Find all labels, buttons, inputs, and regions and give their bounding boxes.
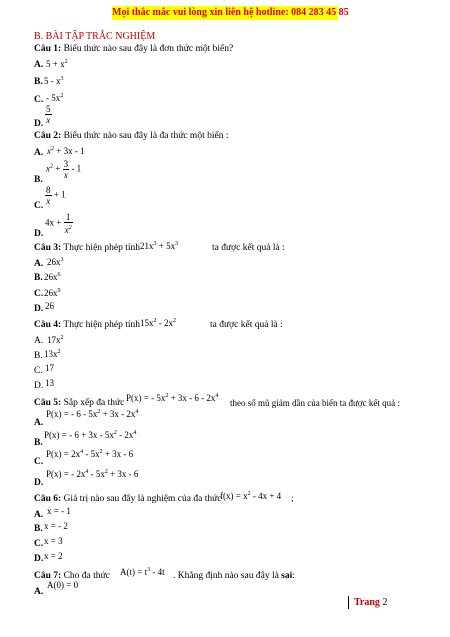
q1-option-c-label: C. — [34, 95, 44, 105]
q4-option-b: $13x^2$ — [44, 349, 61, 359]
question-7: Câu 7: Cho đa thức — [34, 571, 110, 581]
q1-option-d: $\frac{5}{x}$ — [46, 104, 51, 125]
q2-option-b-label: B. — [34, 175, 43, 185]
q5-option-c-label: C. — [34, 457, 44, 467]
hotline-banner: Mọi thắc mắc vui lòng xin liên hệ hotline: 084 283 45 85 — [112, 7, 349, 18]
q6-option-b: x = - 2 — [44, 521, 68, 531]
q1-option-b-label: B. — [34, 77, 43, 87]
q5-expression: P(x) = - $5x^2 + 3x - 6 - 2x^4$ — [126, 393, 219, 403]
q3-option-c: $26x^9$ — [44, 288, 61, 298]
q2-option-c-label: C. — [34, 201, 44, 211]
q6-option-d: x = 2 — [44, 551, 63, 561]
question-2: Câu 2: Biểu thức nào sau đây là đa thức một biến : — [34, 131, 229, 141]
q5-option-b: P(x) = - $6 + 3x - 5x^2 - 2x^4$ — [44, 430, 137, 440]
q1-option-c: - $5x^2$ — [46, 93, 64, 103]
question-6: Câu 6: Giá trị nào sau đây là nghiệm của đa thức — [34, 494, 222, 504]
q3-tail: ta được kết quả là : — [212, 243, 285, 253]
q6-option-a: x = - 1 — [47, 506, 71, 516]
q3-expression: $21x^3 + 5x^3$ — [140, 241, 179, 251]
q7-option-a: A(0) = 0 — [47, 580, 79, 590]
q6-tail: ; — [291, 494, 294, 504]
q2-option-b: $x^2$ + $\frac{3}{x}$ - 1 — [46, 159, 82, 180]
q3-option-a: $26x^3$ — [47, 257, 64, 267]
page-footer: Trang 2 — [354, 597, 388, 608]
q6-option-d-label: D. — [34, 554, 44, 564]
q7-option-a-label: A. — [34, 587, 44, 597]
q5-option-d-label: D. — [34, 478, 44, 488]
q3-option-c-label: C. — [34, 289, 44, 299]
q5-option-b-label: B. — [34, 438, 43, 448]
q5-option-c: $P(x) = 2x^4 - 5x^2 + 3x - 6$ — [46, 449, 134, 459]
q4-tail: ta được kết quả là : — [210, 320, 283, 330]
q1-option-d-label: D. — [34, 119, 44, 129]
question-3: Câu 3: Thực hiện phép tính — [34, 243, 141, 253]
q4-option-a: $17x^2$ — [47, 335, 64, 345]
q3-option-a-label: A. — [34, 259, 44, 269]
q5-option-a-label: A. — [34, 418, 44, 428]
question-1: Câu 1: Biểu thức nào sau đây là đơn thức một biến? — [34, 44, 234, 54]
q7-tail: . Khẳng định nào sau đây là sai: — [173, 571, 295, 581]
q2-option-a-label: A. — [34, 148, 44, 158]
q6-option-c: x = 3 — [44, 536, 63, 546]
question-5: Câu 5: Sắp xếp đa thức — [34, 398, 125, 408]
q4-option-d: 13 — [45, 378, 54, 388]
q3-option-d: 26 — [45, 301, 54, 311]
q4-option-d-label: D. — [34, 381, 44, 391]
q4-option-b-label: B. — [34, 351, 43, 361]
q4-option-c-label: C. — [34, 366, 43, 376]
question-4: Câu 4: Thực hiện phép tính — [34, 320, 141, 330]
q4-option-a-label: A. — [34, 336, 44, 346]
q5-option-a: P(x) = - $6 - 5x^2 + 3x - 2x^4$ — [46, 409, 139, 419]
q1-option-a-label: A. — [34, 60, 44, 70]
q2-option-d: 4x + $\frac{1}{x^2}$ — [45, 212, 72, 235]
q2-option-c: $\frac{8}{x}$ + 1 — [46, 185, 66, 206]
q5-option-d: P(x) = - $2x^4 - 5x^2 + 3x - 6$ — [46, 469, 139, 479]
q6-option-b-label: B. — [34, 524, 43, 534]
q1-option-a: $5 + x^2$ — [46, 59, 68, 69]
q6-option-a-label: A. — [34, 510, 44, 520]
footer-divider — [348, 596, 349, 609]
q4-expression: $15x^2 - 2x^2$ — [140, 318, 176, 328]
q1-option-b: $5 - x^3$ — [44, 76, 64, 86]
q7-expression: $A(t) = t^3 - 4t$ — [120, 567, 165, 577]
q4-option-c: 17 — [45, 363, 54, 373]
q3-option-b: $26x^6$ — [44, 272, 61, 282]
q6-option-c-label: C. — [34, 539, 44, 549]
section-title: B. BÀI TẬP TRẮC NGHIỆM — [34, 31, 156, 42]
q3-option-d-label: D. — [34, 304, 44, 314]
q5-tail: theo số mũ giảm dần của biến ta được kết quả : — [230, 398, 400, 408]
q2-option-d-label: D. — [34, 229, 44, 239]
q6-expression: $f(x) = x^2 - 4x + 4$ — [220, 491, 282, 501]
q3-option-b-label: B. — [34, 273, 43, 283]
q2-option-a: $x^2 + 3x - 1$ — [47, 146, 85, 156]
